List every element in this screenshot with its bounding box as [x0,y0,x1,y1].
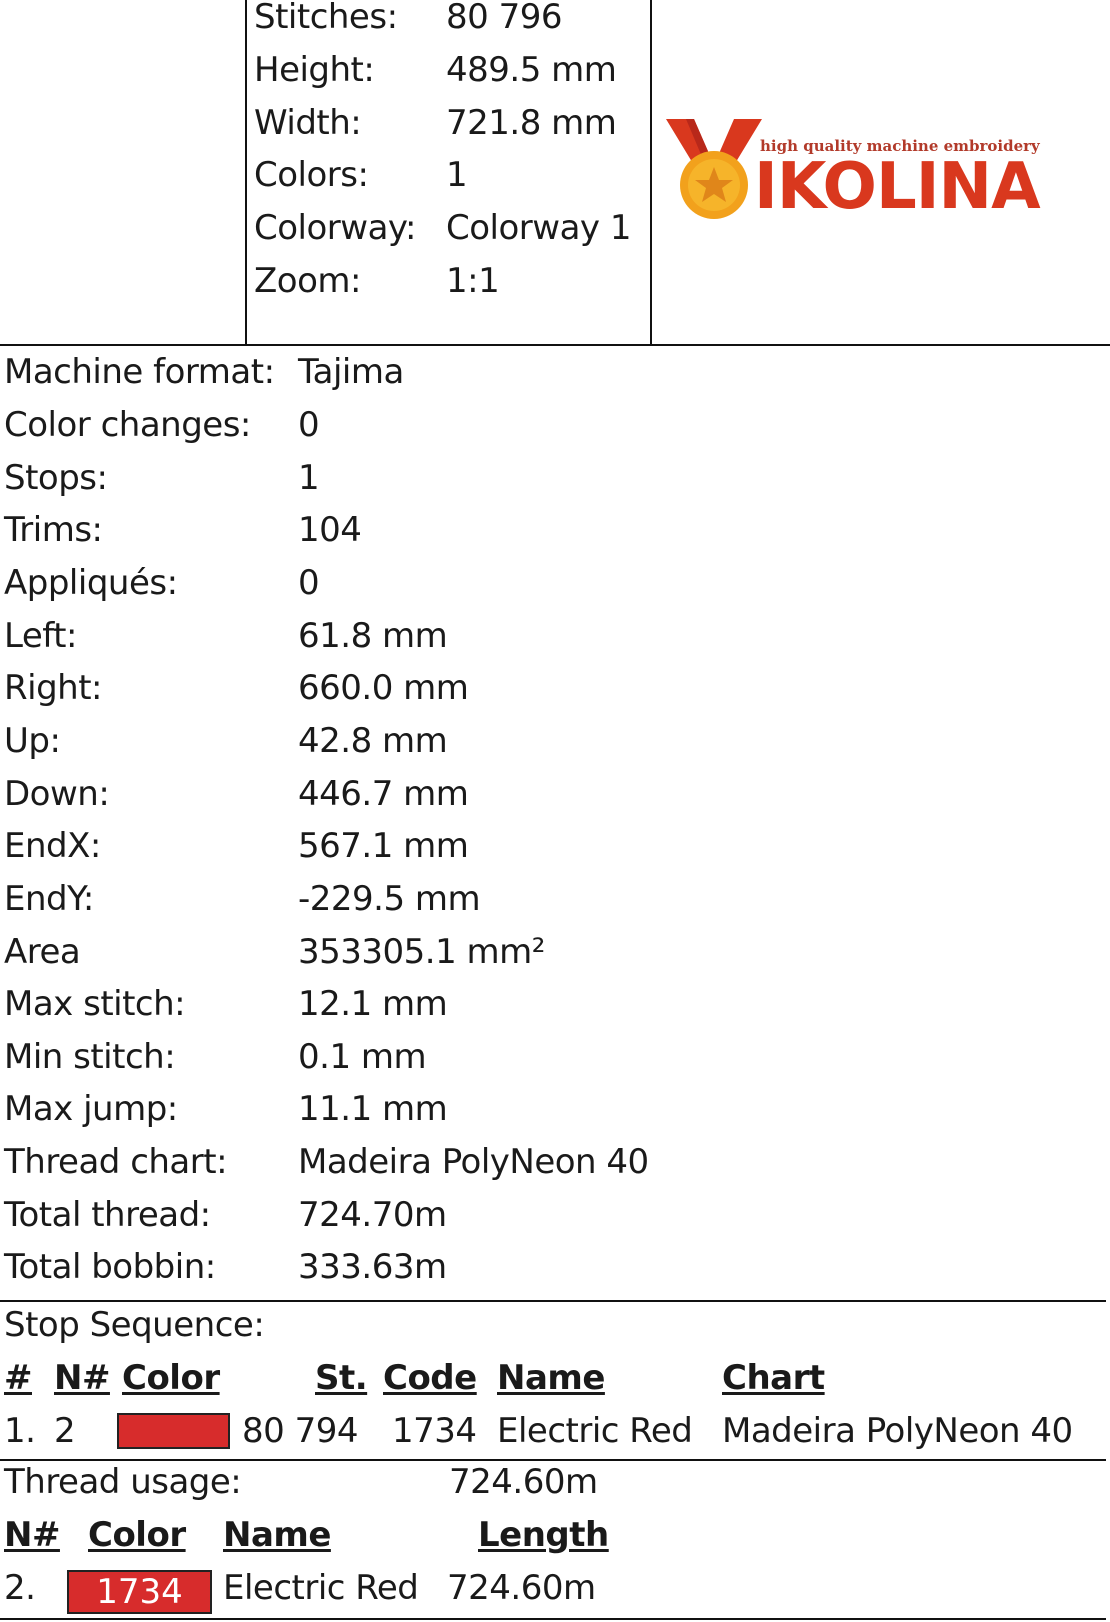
detail-label: Min stitch: [4,1037,176,1077]
detail-value: 567.1 mm [298,826,469,866]
usage-row-n-num: 2. [4,1568,36,1608]
usage-header-color: Color [88,1515,186,1555]
detail-label: Max jump: [4,1089,178,1129]
details-divider [0,1300,1106,1302]
summary-value: 1 [446,155,468,195]
stop-row-st: 80 794 [242,1411,358,1451]
usage-header-name: Name [223,1515,331,1555]
detail-label: Color changes: [4,405,251,445]
stop-header-num: # [4,1358,32,1398]
detail-value: 724.70m [298,1195,447,1235]
stop-header-chart: Chart [722,1358,825,1398]
detail-label: Max stitch: [4,984,186,1024]
detail-value: 0.1 mm [298,1037,427,1077]
thread-usage-total: 724.60m [449,1462,598,1502]
usage-header-n-num: N# [4,1515,60,1555]
detail-label: Total thread: [4,1195,211,1235]
detail-label: EndX: [4,826,101,866]
stop-sequence-title: Stop Sequence: [4,1305,265,1345]
detail-label: Down: [4,774,110,814]
summary-label: Colorway: [254,208,417,248]
detail-value: 446.7 mm [298,774,469,814]
top-divider [0,344,1110,346]
stop-header-st: St. [315,1358,368,1398]
summary-value: Colorway 1 [446,208,631,248]
thread-usage-title: Thread usage: [4,1462,242,1502]
detail-label: Appliqués: [4,563,178,603]
stop-row-num: 1. [4,1411,36,1451]
detail-value: 61.8 mm [298,616,448,656]
detail-value: 660.0 mm [298,668,469,708]
stop-row-n-num: 2 [54,1411,76,1451]
detail-value: 1 [298,458,320,498]
detail-label: Left: [4,616,77,656]
summary-value: 489.5 mm [446,50,617,90]
detail-label: EndY: [4,879,94,919]
detail-label: Area [4,932,81,972]
detail-value: -229.5 mm [298,879,481,919]
stop-row-code: 1734 [392,1411,477,1451]
summary-label: Stitches: [254,0,398,37]
detail-label: Machine format: [4,352,275,392]
detail-value: 333.63m [298,1247,447,1287]
medal-v-icon [664,115,764,225]
bottom-divider [0,1618,1106,1620]
detail-value: Madeira PolyNeon 40 [298,1142,649,1182]
vikolina-logo [664,115,1104,225]
summary-value: 721.8 mm [446,103,617,143]
detail-label: Thread chart: [4,1142,228,1182]
usage-row-name: Electric Red [223,1568,419,1608]
detail-value: 11.1 mm [298,1089,448,1129]
summary-label: Height: [254,50,375,90]
color-swatch [117,1413,230,1449]
stop-header-name: Name [497,1358,605,1398]
summary-label: Colors: [254,155,369,195]
detail-label: Up: [4,721,61,761]
detail-label: Stops: [4,458,108,498]
detail-label: Trims: [4,510,103,550]
summary-label: Zoom: [254,261,361,301]
summary-label: Width: [254,103,362,143]
stop-header-n-num: N# [54,1358,110,1398]
detail-label: Right: [4,668,102,708]
detail-label: Total bobbin: [4,1247,216,1287]
logo-name: IKOLINA [754,150,1040,224]
summary-box-right-border [650,0,652,345]
stop-row-name: Electric Red [497,1411,693,1451]
usage-header-length: Length [478,1515,609,1555]
detail-value: Tajima [298,352,404,392]
summary-box-left-border [245,0,247,345]
color-swatch-code: 1734 [67,1570,212,1614]
summary-value: 80 796 [446,0,562,37]
stop-header-code: Code [383,1358,477,1398]
detail-value: 42.8 mm [298,721,448,761]
detail-value: 0 [298,405,320,445]
detail-value: 353305.1 mm² [298,932,545,972]
logo-tagline: high quality machine embroidery [760,137,1040,155]
detail-value: 104 [298,510,362,550]
stop-header-color: Color [122,1358,220,1398]
detail-value: 0 [298,563,320,603]
stop-row-chart: Madeira PolyNeon 40 [722,1411,1073,1451]
summary-value: 1:1 [446,261,500,301]
usage-row-length: 724.60m [447,1568,596,1608]
detail-value: 12.1 mm [298,984,448,1024]
stop-sequence-divider [0,1459,1106,1461]
